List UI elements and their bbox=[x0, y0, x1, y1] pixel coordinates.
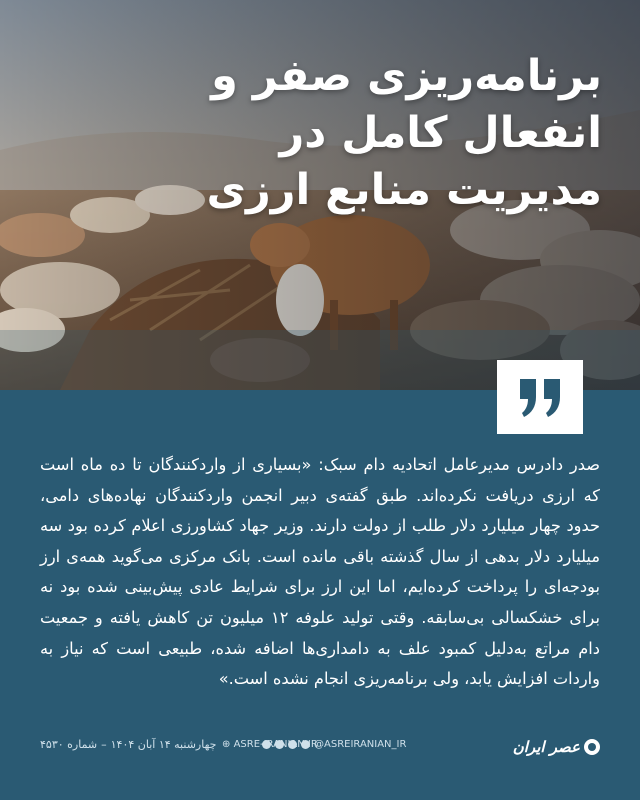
publish-meta bbox=[40, 738, 216, 751]
social-handle-text: @ASREIRANIAN_IR bbox=[314, 739, 407, 750]
meta-separator: – bbox=[101, 738, 107, 751]
logo-text: عصر ایران bbox=[512, 738, 580, 756]
quote-badge bbox=[497, 360, 583, 434]
publish-date: چهارشنبه ۱۴ آبان ۱۴۰۴ bbox=[110, 738, 217, 751]
closing-quote-icon bbox=[516, 375, 564, 419]
headline-line-2: انفعال کامل در bbox=[279, 108, 602, 158]
brand-logo bbox=[513, 736, 600, 758]
quote-body: صدر دادرس مدیرعامل اتحادیه دام سبک: «بسیاری از واردکنندگان تا ده ماه است که ارزی دریافت نکرده‌اند. طبق گفته‌ی دبیر انجمن واردکنندگان نهاده‌های دامی، حدود چهار میلیارد دلار طلب از دولت دارند. وزیر جهاد کشاورزی اعلام کرده بود سه میلیارد دلار بدهی از سال گذشته باقی مانده است. بانک مرکزی می‌گوید همه‌ی ارز بودجه‌ای را پرداخت کرده‌ایم، اما این ارز برای شرایط عادی پیش‌بینی شده بود نه برای خشکسالی بی‌سابقه. وقتی تولید علوفه ۱۲ میلیون تن کاهش یافته و جمعیت دام مراتع به‌دلیل کمبود علف به دامداری‌ها اضافه شده، طبیعی است که نیاز به واردات افزایش یابد، ولی برنامه‌ریزی انجام نشده است.» bbox=[40, 455, 600, 689]
footer-bar bbox=[0, 720, 640, 772]
headline-line-1: برنامه‌ریزی صفر و bbox=[211, 51, 602, 101]
headline-line-3: مدیریت منابع ارزی bbox=[206, 165, 602, 215]
globe-icon: ⊕ bbox=[222, 739, 231, 750]
logo-icon bbox=[584, 739, 600, 755]
website-link[interactable] bbox=[222, 739, 318, 750]
headline bbox=[182, 48, 602, 219]
website-text: ASRE-IRANIAN.IR bbox=[233, 739, 318, 750]
issue-number: شماره ۴۵۳۰ bbox=[40, 738, 98, 751]
